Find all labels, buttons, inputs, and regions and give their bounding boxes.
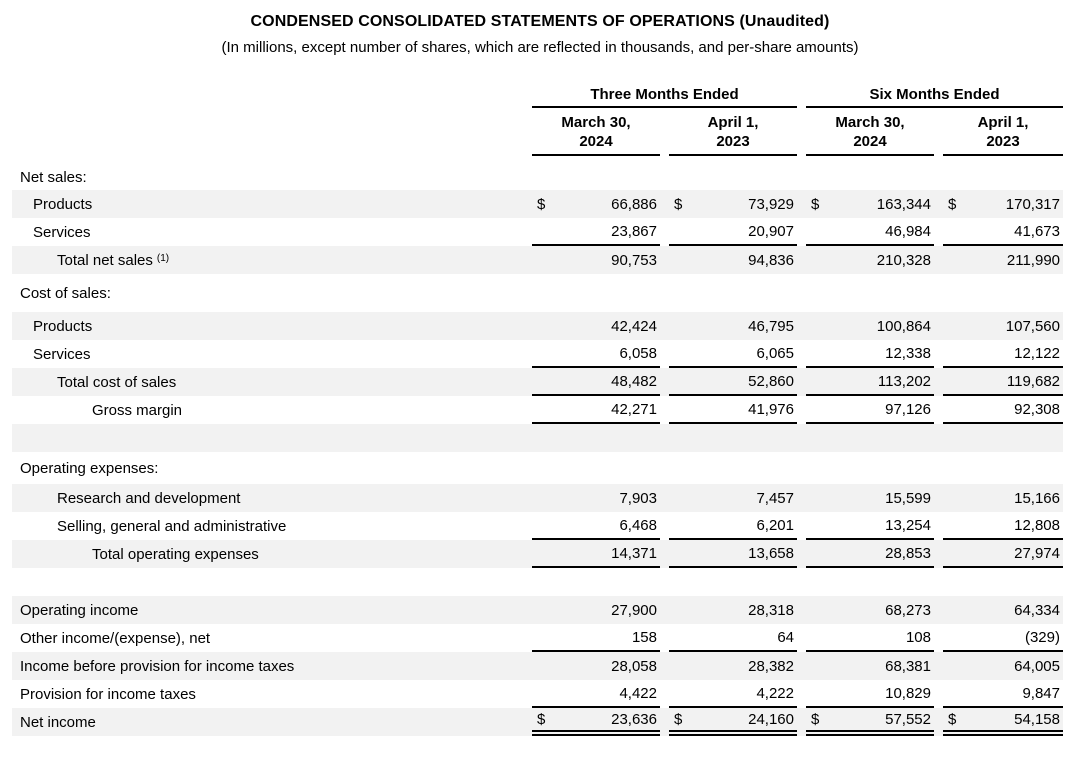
table-row <box>12 624 1063 652</box>
value: 66,886 <box>611 195 657 213</box>
row-label: Net income <box>20 713 96 731</box>
value: 107,560 <box>1005 317 1060 335</box>
value: 4,222 <box>756 684 794 702</box>
table-row <box>12 452 1063 484</box>
column-header-row <box>12 113 1063 156</box>
value: 28,058 <box>611 657 657 675</box>
value-cell <box>532 218 660 246</box>
value-cell <box>532 312 660 340</box>
value: 6,058 <box>619 344 657 362</box>
row-label <box>12 568 523 596</box>
value: 64 <box>777 628 794 646</box>
value-cell <box>806 540 934 568</box>
table-row <box>12 512 1063 540</box>
value-cell <box>669 540 797 568</box>
value: 108 <box>905 628 931 646</box>
period-group-six-months: Six Months Ended <box>806 86 1063 108</box>
financial-table <box>12 86 1063 736</box>
row-label: Products <box>33 317 93 335</box>
dollar-sign: $ <box>537 710 546 728</box>
value-cell <box>806 708 934 736</box>
row-label: Selling, general and administrative <box>57 517 287 535</box>
value: 170,317 <box>1005 195 1060 213</box>
value-cell <box>532 512 660 540</box>
value-cell <box>806 484 934 512</box>
value-cell <box>532 624 660 652</box>
value: 119,682 <box>1006 372 1060 390</box>
value-cell <box>943 568 1063 596</box>
table-row <box>12 218 1063 246</box>
row-label: Income before provision for income taxes <box>20 657 295 675</box>
row-label: Operating expenses: <box>20 459 159 477</box>
page-subtitle: (In millions, except number of shares, which are reflected in thousands, and per-share amounts) <box>221 39 859 56</box>
row-label: Other income/(expense), net <box>20 629 211 647</box>
value: 7,457 <box>756 489 794 507</box>
value-cell <box>532 708 660 736</box>
value: 64,005 <box>1014 657 1060 675</box>
table-row <box>12 596 1063 624</box>
period-group-three-months: Three Months Ended <box>532 86 797 108</box>
value-cell <box>806 190 934 218</box>
value: 211,990 <box>1006 251 1060 269</box>
value: 12,122 <box>1014 344 1060 362</box>
value: 113,202 <box>877 372 931 390</box>
dollar-sign: $ <box>948 710 957 728</box>
value: 14,371 <box>611 544 657 562</box>
dollar-sign: $ <box>948 195 957 213</box>
value-cell <box>669 680 797 708</box>
value: 6,201 <box>756 516 794 534</box>
value-cell <box>943 424 1063 452</box>
table-row <box>12 540 1063 568</box>
value-cell <box>669 340 797 368</box>
row-label: Total operating expenses <box>92 545 259 563</box>
value-cell <box>806 312 934 340</box>
value: 41,673 <box>1014 222 1060 240</box>
value: 9,847 <box>1022 684 1060 702</box>
value: 13,658 <box>748 544 794 562</box>
value-cell <box>532 396 660 424</box>
value-cell <box>532 424 660 452</box>
value: 41,976 <box>748 400 794 418</box>
value-cell <box>532 652 660 680</box>
value-cell <box>532 484 660 512</box>
value: 42,424 <box>611 317 657 335</box>
value-cell <box>943 540 1063 568</box>
row-label: Gross margin <box>92 401 183 419</box>
value: 64,334 <box>1014 601 1060 619</box>
value: 100,864 <box>876 317 931 335</box>
value: 46,795 <box>748 317 794 335</box>
value-cell <box>943 274 1063 312</box>
page-title: CONDENSED CONSOLIDATED STATEMENTS OF OPERATIONS (Unaudited) <box>250 13 830 30</box>
column-header-line1: March 30, <box>561 114 631 131</box>
value: 15,166 <box>1014 489 1060 507</box>
table-row <box>12 652 1063 680</box>
value-cell <box>943 512 1063 540</box>
value: 23,867 <box>611 222 657 240</box>
value-cell <box>669 312 797 340</box>
column-header-six-months-2024 <box>806 113 934 156</box>
value-cell <box>532 190 660 218</box>
value: 73,929 <box>748 195 794 213</box>
value: 163,344 <box>876 195 931 213</box>
column-header-line2: 2023 <box>986 133 1020 150</box>
value-cell <box>943 596 1063 624</box>
value: 97,126 <box>885 400 931 418</box>
value-cell <box>669 596 797 624</box>
footnote-marker: (1) <box>156 253 170 264</box>
value-cell <box>669 568 797 596</box>
value-cell <box>943 246 1063 274</box>
value-cell <box>669 708 797 736</box>
value: 52,860 <box>748 372 794 390</box>
value-cell <box>943 190 1063 218</box>
row-label: Net sales: <box>20 168 87 186</box>
table-row <box>12 164 1063 190</box>
column-header-line2: 2024 <box>853 133 887 150</box>
value-cell <box>669 652 797 680</box>
value-cell <box>806 246 934 274</box>
dollar-sign: $ <box>811 195 820 213</box>
value-cell <box>806 424 934 452</box>
value-cell <box>669 274 797 312</box>
value-cell <box>669 246 797 274</box>
value-cell <box>943 652 1063 680</box>
column-header-line2: 2024 <box>579 133 613 150</box>
table-row <box>12 274 1063 312</box>
value: 13,254 <box>885 516 931 534</box>
value-cell <box>943 680 1063 708</box>
spacer-row <box>12 568 1063 596</box>
value-cell <box>532 568 660 596</box>
column-header-three-months-2024 <box>532 113 660 156</box>
value-cell <box>806 680 934 708</box>
spacer-row <box>12 424 1063 452</box>
row-label: Services <box>33 223 91 241</box>
dollar-sign: $ <box>674 195 683 213</box>
value-cell <box>943 396 1063 424</box>
value: 68,381 <box>885 657 931 675</box>
value-cell <box>943 164 1063 190</box>
value: 4,422 <box>619 684 657 702</box>
value-cell <box>943 484 1063 512</box>
row-label: Operating income <box>20 601 139 619</box>
column-header-line1: March 30, <box>835 114 905 131</box>
value-cell <box>806 624 934 652</box>
value: 28,382 <box>748 657 794 675</box>
value-cell <box>806 218 934 246</box>
value: 48,482 <box>611 372 657 390</box>
value: 15,599 <box>885 489 931 507</box>
row-label <box>12 424 523 452</box>
value: 28,853 <box>885 544 931 562</box>
value-cell <box>532 596 660 624</box>
value-cell <box>669 164 797 190</box>
value-cell <box>669 624 797 652</box>
value: 10,829 <box>885 684 931 702</box>
value-cell <box>806 452 934 484</box>
header-spacer <box>12 86 523 108</box>
table-row <box>12 484 1063 512</box>
period-group-row <box>12 86 1063 108</box>
table-row <box>12 190 1063 218</box>
value-cell <box>806 396 934 424</box>
value-cell <box>806 274 934 312</box>
value: 46,984 <box>885 222 931 240</box>
value-cell <box>943 312 1063 340</box>
table-row <box>12 368 1063 396</box>
value: 6,468 <box>619 516 657 534</box>
value-cell <box>806 596 934 624</box>
value-cell <box>532 368 660 396</box>
value-cell <box>943 218 1063 246</box>
dollar-sign: $ <box>811 710 820 728</box>
value-cell <box>669 452 797 484</box>
header-spacer <box>12 113 523 156</box>
value-cell <box>532 452 660 484</box>
table-row <box>12 246 1063 274</box>
column-header-line1: April 1, <box>707 114 759 131</box>
value: 12,808 <box>1014 516 1060 534</box>
row-label: Total net sales (1) <box>57 251 170 269</box>
row-label: Provision for income taxes <box>20 685 196 703</box>
column-header-six-months-2023 <box>943 113 1063 156</box>
value: 20,907 <box>748 222 794 240</box>
dollar-sign: $ <box>674 710 683 728</box>
row-label: Research and development <box>57 489 241 507</box>
value: 94,836 <box>748 251 794 269</box>
value-cell <box>669 218 797 246</box>
value: 6,065 <box>756 344 794 362</box>
value: 7,903 <box>619 489 657 507</box>
row-label: Services <box>33 345 91 363</box>
value-cell <box>806 340 934 368</box>
value-cell <box>943 340 1063 368</box>
value: 12,338 <box>885 344 931 362</box>
table-row <box>12 708 1063 736</box>
table-row <box>12 396 1063 424</box>
value-cell <box>806 512 934 540</box>
value: 42,271 <box>611 400 657 418</box>
value-cell <box>669 190 797 218</box>
value-cell <box>532 274 660 312</box>
value: 92,308 <box>1014 400 1060 418</box>
table-body <box>12 164 1063 736</box>
value-cell <box>669 396 797 424</box>
value-cell <box>532 340 660 368</box>
table-row <box>12 340 1063 368</box>
value: 27,974 <box>1014 544 1060 562</box>
value-cell <box>669 424 797 452</box>
value-cell <box>806 568 934 596</box>
value-cell <box>806 368 934 396</box>
value: 28,318 <box>748 601 794 619</box>
row-label: Products <box>33 195 93 213</box>
value: 27,900 <box>611 601 657 619</box>
value-cell <box>806 652 934 680</box>
value-cell <box>943 624 1063 652</box>
column-header-line1: April 1, <box>977 114 1029 131</box>
value: 23,636 <box>611 710 657 728</box>
value-cell <box>532 164 660 190</box>
value-cell <box>532 540 660 568</box>
value: 210,328 <box>876 251 931 269</box>
value: 24,160 <box>748 710 794 728</box>
value-cell <box>532 246 660 274</box>
value-cell <box>943 452 1063 484</box>
value: 57,552 <box>885 710 931 728</box>
value-cell <box>669 484 797 512</box>
value: 68,273 <box>885 601 931 619</box>
value-cell <box>943 368 1063 396</box>
row-label: Total cost of sales <box>57 373 177 391</box>
dollar-sign: $ <box>537 195 546 213</box>
value: 54,158 <box>1014 710 1060 728</box>
value: 90,753 <box>611 251 657 269</box>
table-row <box>12 312 1063 340</box>
value: (329) <box>1024 628 1060 646</box>
value-cell <box>669 512 797 540</box>
row-label: Cost of sales: <box>20 284 111 302</box>
value-cell <box>806 164 934 190</box>
value-cell <box>669 368 797 396</box>
column-header-line2: 2023 <box>716 133 750 150</box>
value: 158 <box>631 628 657 646</box>
value-cell <box>943 708 1063 736</box>
table-row <box>12 680 1063 708</box>
column-header-three-months-2023 <box>669 113 797 156</box>
value-cell <box>532 680 660 708</box>
